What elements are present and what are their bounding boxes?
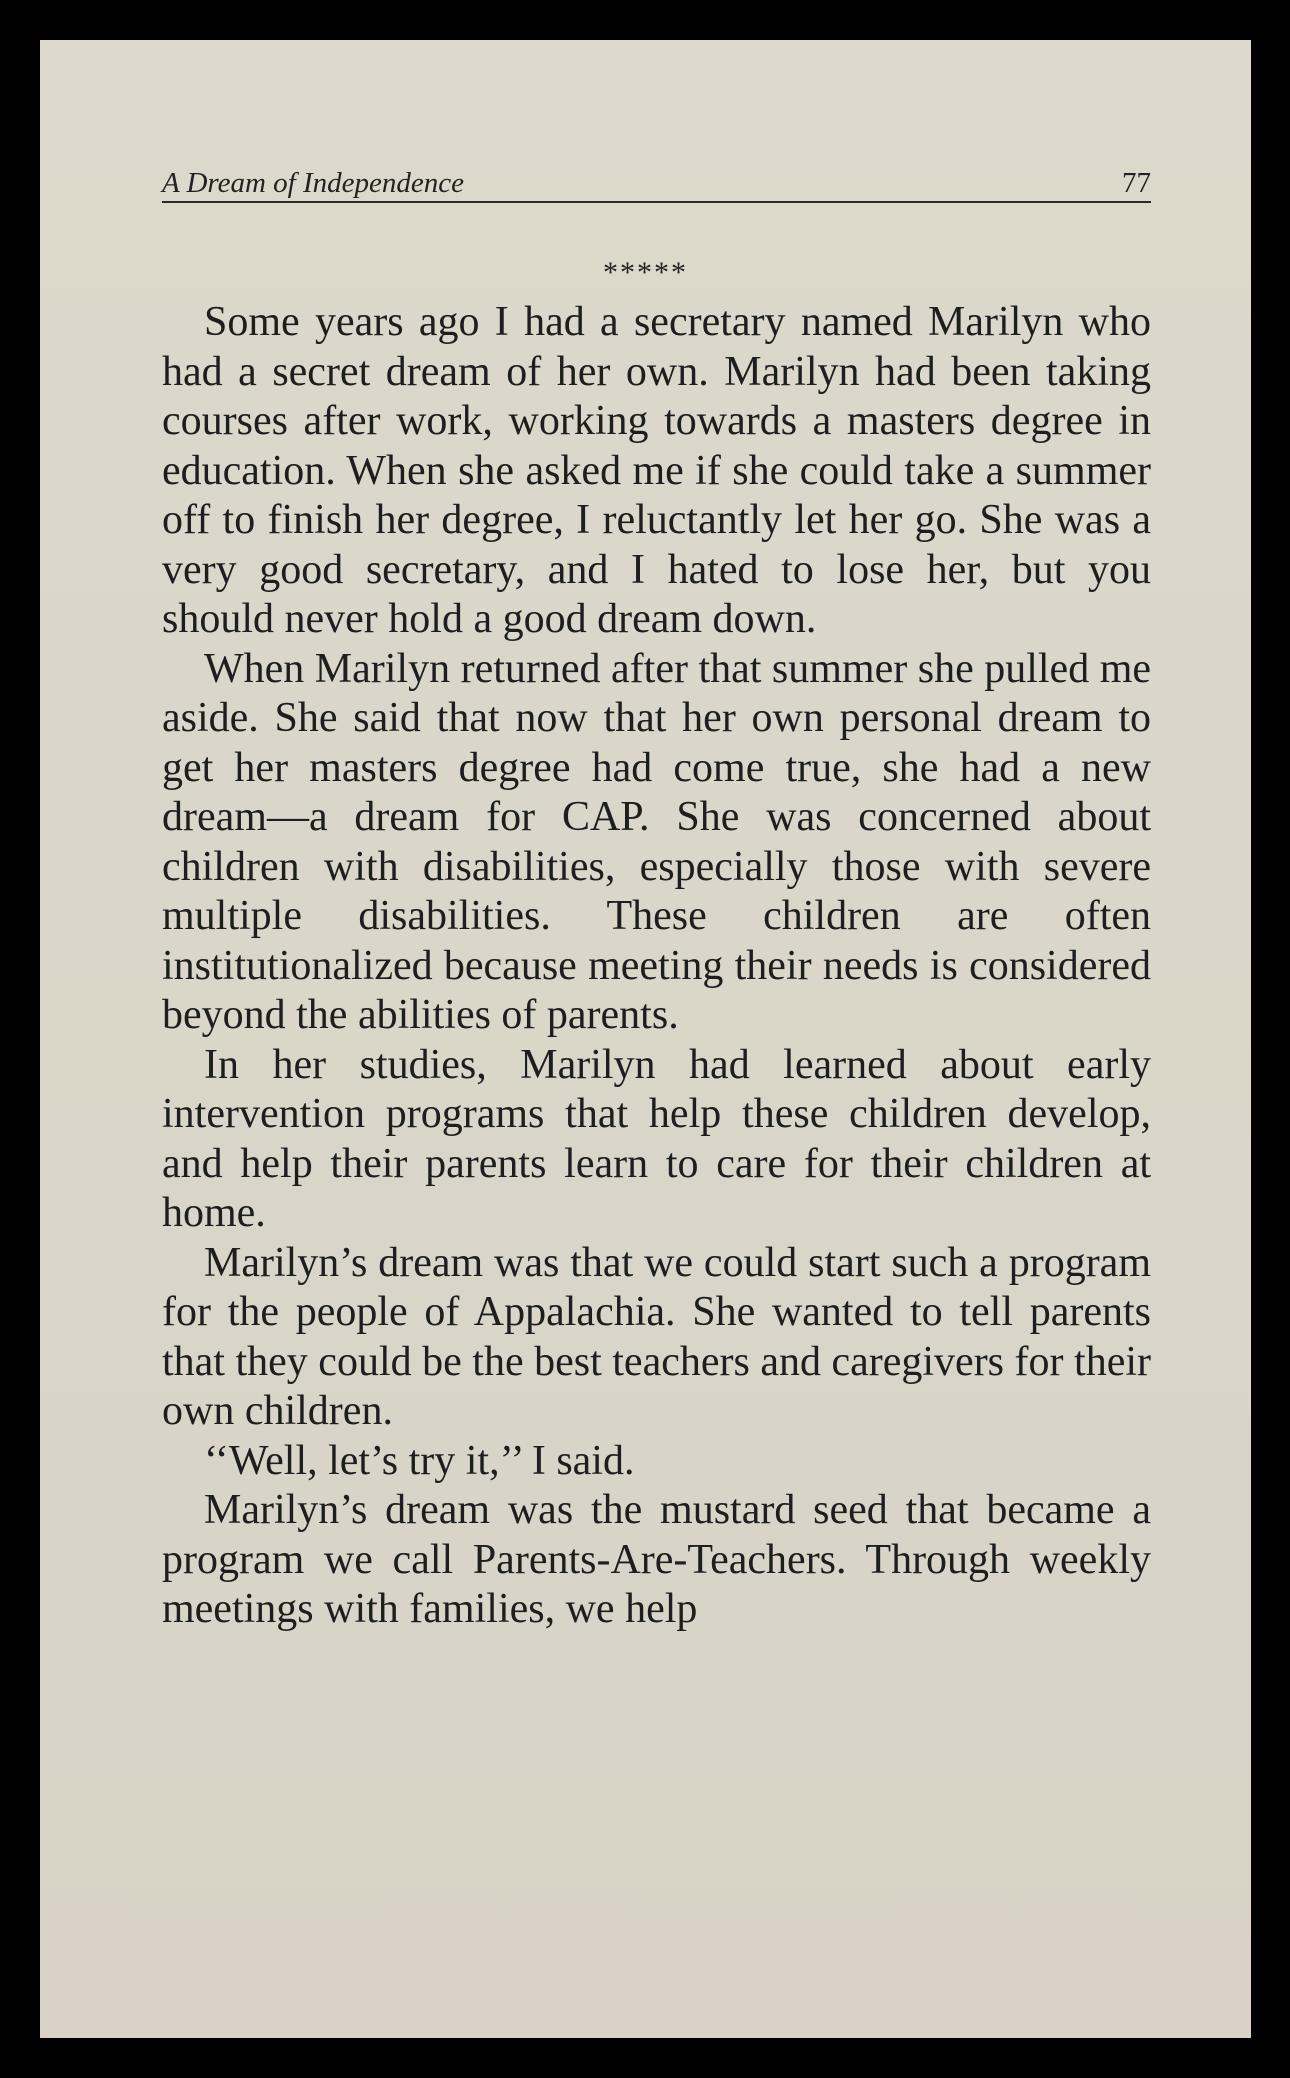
paragraph: Marilyn’s dream was the mustard seed that became a program we call Parents-Are-Teachers. Through weekly meetings with families, we help xyxy=(162,1487,1151,1632)
paragraph: ‘‘Well, let’s try it,’’ I said. xyxy=(204,1437,635,1484)
section-separator: ***** xyxy=(603,256,688,289)
running-header xyxy=(162,167,1151,203)
paragraph: In her studies, Marilyn had learned about early intervention programs that help these children develop, and help their parents learn to care for their children at home. xyxy=(162,1041,1151,1236)
page-number: 77 xyxy=(1122,167,1151,199)
book-page xyxy=(40,40,1251,2038)
running-title: A Dream of Independence xyxy=(162,167,464,199)
paragraph: Some years ago I had a secretary named Marilyn who had a secret dream of her own. Marilyn had been taking courses after work, working towards a masters degree in education. When she asked me if she could take a summer off to finish her degree, I reluctantly let her go. She was a very good secretary, and I hated to lose her, but you should never hold a good dream down. xyxy=(162,299,1151,642)
paragraph: When Marilyn returned after that summer she pulled me aside. She said that now that her own personal dream to get her masters degree had come true, she had a new dream—a dream for CAP. She was concerned about children with disabilities, especially those with severe multiple disabilities. These children are often institutionalized because meeting their needs is considered beyond the abilities of parents. xyxy=(162,645,1152,1038)
body-text xyxy=(162,298,1151,1635)
paragraph: Marilyn’s dream was that we could start such a program for the people of Appalachia. She wanted to tell parents that they could be the best teachers and caregivers for their own children. xyxy=(162,1239,1151,1434)
